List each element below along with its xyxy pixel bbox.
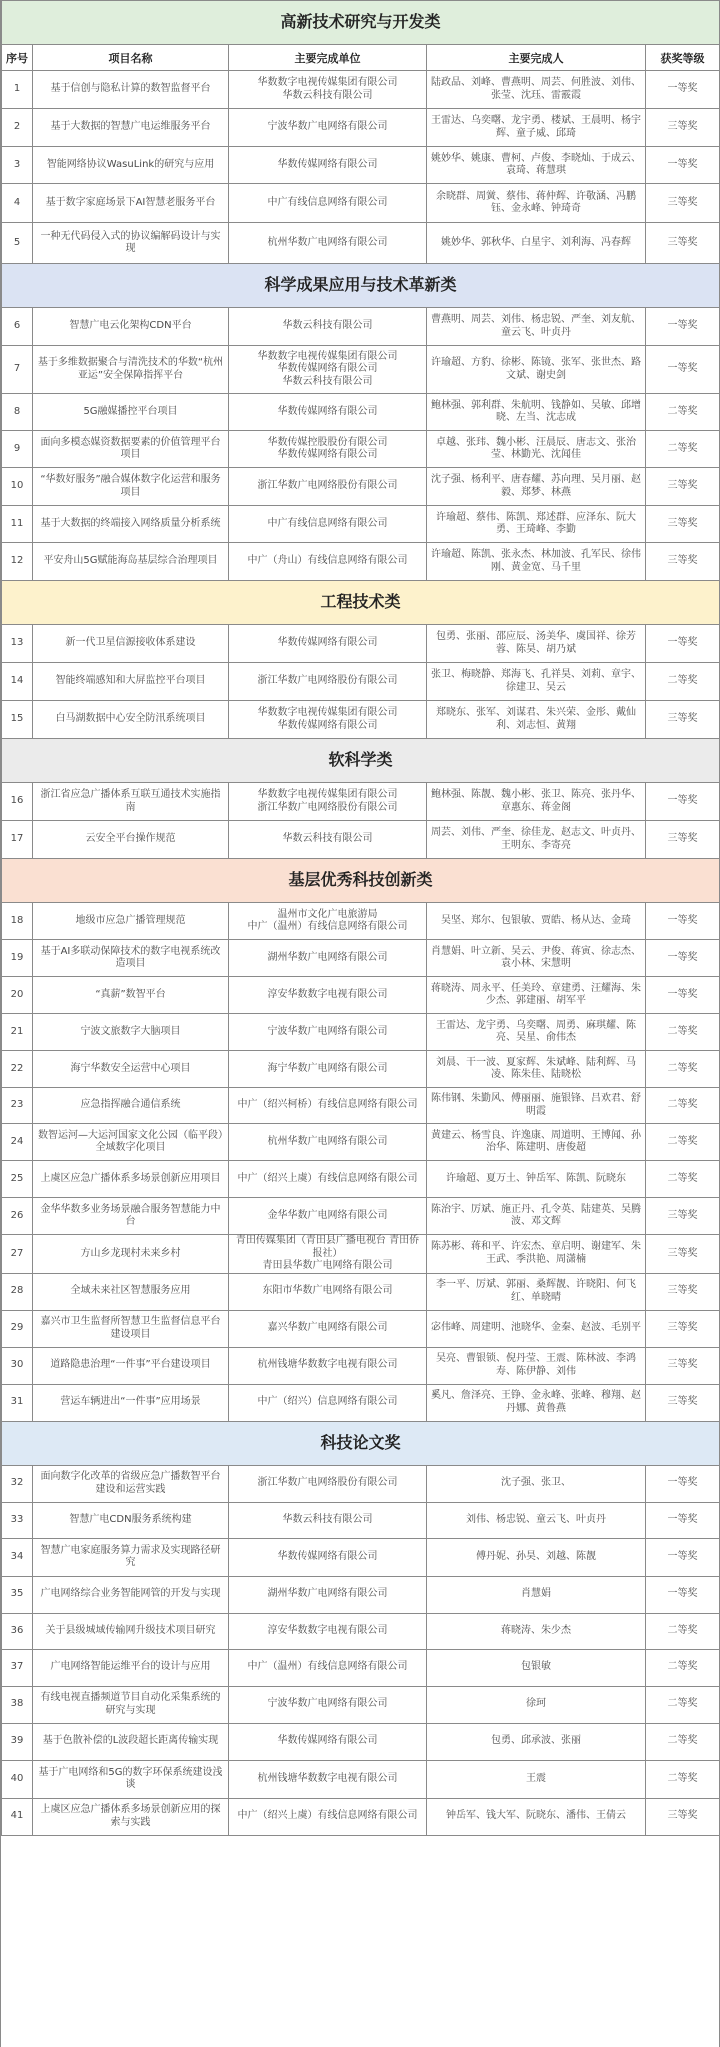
completing-people: 姚妙华、郭秋华、白星宇、刘利海、冯春辉 — [427, 223, 646, 264]
row-number: 14 — [2, 663, 33, 701]
row-number: 22 — [2, 1051, 33, 1088]
award-level: 三等奖 — [646, 468, 720, 506]
completing-people: 王雷达、乌奕曙、龙宇勇、楼斌、王晨明、杨宇辉、童子威、邱琦 — [427, 109, 646, 147]
table-row — [2, 1161, 720, 1198]
completing-unit: 华数数字电视传媒集团有限公司 华数传媒网络有限公司 华数云科技有限公司 — [229, 346, 427, 394]
completing-people: 陆政品、刘峰、曹燕明、周芸、何胜波、刘伟、张莹、沈珏、雷霰霞 — [427, 71, 646, 109]
project-name: 智慧广电CDN服务系统构建 — [33, 1502, 229, 1538]
award-level: 二等奖 — [646, 1686, 720, 1723]
table-row — [2, 1798, 720, 1835]
completing-people: 奚凡、詹泽亮、王铮、金永峰、张峰、穆翔、赵丹娜、黄鲁燕 — [427, 1384, 646, 1421]
completing-people: 肖慧娟、叶立新、吴云、尹俊、蒋寅、徐志杰、袁小林、宋慧明 — [427, 940, 646, 977]
project-name: 智慧广电家庭服务算力需求及实现路径研究 — [33, 1538, 229, 1576]
project-name: 上虞区应急广播体系多场景创新应用项目 — [33, 1161, 229, 1198]
row-number: 25 — [2, 1161, 33, 1198]
award-level: 三等奖 — [646, 223, 720, 264]
row-number: 8 — [2, 394, 33, 431]
completing-unit: 宁波华数广电网络有限公司 — [229, 1686, 427, 1723]
award-level: 三等奖 — [646, 1273, 720, 1310]
award-level: 三等奖 — [646, 184, 720, 223]
table-row — [2, 940, 720, 977]
row-number: 2 — [2, 109, 33, 147]
completing-unit: 华数云科技有限公司 — [229, 308, 427, 346]
row-number: 39 — [2, 1723, 33, 1760]
row-number: 35 — [2, 1576, 33, 1613]
project-name: 基于色散补偿的L波段超长距离传输实现 — [33, 1723, 229, 1760]
award-level: 三等奖 — [646, 109, 720, 147]
award-level: 三等奖 — [646, 543, 720, 581]
project-name: 嘉兴市卫生监督所智慧卫生监督信息平台建设项目 — [33, 1310, 229, 1347]
completing-people: 许瑜超、蔡伟、陈凯、郑述群、应泽东、阮大勇、王琦峰、李勤 — [427, 506, 646, 543]
row-number: 41 — [2, 1798, 33, 1835]
completing-unit: 中广（绍兴上虞）有线信息网络有限公司 — [229, 1798, 427, 1835]
award-level: 一等奖 — [646, 1576, 720, 1613]
award-level: 一等奖 — [646, 783, 720, 821]
category-title: 科学成果应用与技术革新类 — [2, 264, 720, 308]
award-level: 二等奖 — [646, 431, 720, 468]
table-row — [2, 1576, 720, 1613]
table-row — [2, 1273, 720, 1310]
table-row — [2, 308, 720, 346]
completing-people: 曹燕明、周芸、刘伟、杨忠锐、严奎、刘友航、童云飞、叶贞丹 — [427, 308, 646, 346]
award-level: 一等奖 — [646, 1538, 720, 1576]
award-level: 三等奖 — [646, 1384, 720, 1421]
row-number: 9 — [2, 431, 33, 468]
award-level: 二等奖 — [646, 1723, 720, 1760]
completing-unit: 浙江华数广电网络股份有限公司 — [229, 468, 427, 506]
project-name: 智慧广电云化架构CDN平台 — [33, 308, 229, 346]
category-title: 工程技术类 — [2, 581, 720, 625]
row-number: 24 — [2, 1124, 33, 1161]
completing-people: 钟岳军、钱大军、阮晓东、潘伟、王倩云 — [427, 1798, 646, 1835]
project-name: 金华华数多业务场景融合服务智慧能力中台 — [33, 1198, 229, 1235]
row-number: 5 — [2, 223, 33, 264]
table-row — [2, 71, 720, 109]
project-name: 一种无代码侵入式的协议编解码设计与实现 — [33, 223, 229, 264]
table-row — [2, 1235, 720, 1274]
completing-people: 陈治宇、厉斌、施正丹、孔令英、陆建英、吴腾波、邓文辉 — [427, 1198, 646, 1235]
completing-people: 许瑜超、陈凯、张永杰、林加波、孔军民、徐伟刚、黄金宽、马千里 — [427, 543, 646, 581]
header-row — [2, 45, 720, 71]
category-title: 科技论文奖 — [2, 1421, 720, 1465]
completing-unit: 中广（绍兴上虞）有线信息网络有限公司 — [229, 1161, 427, 1198]
table-row — [2, 184, 720, 223]
award-level: 一等奖 — [646, 1465, 720, 1502]
header-people: 主要完成人 — [427, 45, 646, 71]
row-number: 37 — [2, 1649, 33, 1686]
completing-unit: 华数传媒网络有限公司 — [229, 1538, 427, 1576]
award-level: 一等奖 — [646, 147, 720, 184]
completing-unit: 淳安华数数字电视有限公司 — [229, 1613, 427, 1649]
table-row — [2, 1649, 720, 1686]
row-number: 32 — [2, 1465, 33, 1502]
project-name: 有线电视直播频道节目自动化采集系统的研究与实现 — [33, 1686, 229, 1723]
project-name: 基于大数据的智慧广电运维服务平台 — [33, 109, 229, 147]
row-number: 23 — [2, 1088, 33, 1124]
table-row — [2, 783, 720, 821]
award-level: 一等奖 — [646, 346, 720, 394]
project-name: 白马湖数据中心安全防汛系统项目 — [33, 701, 229, 739]
award-level: 二等奖 — [646, 1613, 720, 1649]
row-number: 10 — [2, 468, 33, 506]
table-row — [2, 977, 720, 1014]
row-number: 18 — [2, 903, 33, 940]
completing-unit: 中广有线信息网络有限公司 — [229, 184, 427, 223]
project-name: 基于多维数据聚合与清洗技术的华数“杭州亚运”安全保障指挥平台 — [33, 346, 229, 394]
project-name: 面向多模态媒资数据要素的价值管理平台项目 — [33, 431, 229, 468]
table-row — [2, 625, 720, 663]
completing-people: 刘伟、杨忠锐、童云飞、叶贞丹 — [427, 1502, 646, 1538]
row-number: 27 — [2, 1235, 33, 1274]
category-row — [2, 739, 720, 783]
table-row — [2, 394, 720, 431]
completing-people: 蒋晓涛、朱少杰 — [427, 1613, 646, 1649]
row-number: 30 — [2, 1347, 33, 1384]
award-level: 三等奖 — [646, 1798, 720, 1835]
row-number: 13 — [2, 625, 33, 663]
project-name: 基于信创与隐私计算的数智监督平台 — [33, 71, 229, 109]
completing-people: 鲍林强、陈靓、魏小彬、张卫、陈亮、张丹华、章惠东、蒋金阁 — [427, 783, 646, 821]
award-level: 一等奖 — [646, 1502, 720, 1538]
table-row — [2, 543, 720, 581]
project-name: 海宁华数安全运营中心项目 — [33, 1051, 229, 1088]
completing-unit: 华数数字电视传媒集团有限公司 浙江华数广电网络股份有限公司 — [229, 783, 427, 821]
project-name: 关于县级城域传输网升级技术项目研究 — [33, 1613, 229, 1649]
row-number: 33 — [2, 1502, 33, 1538]
category-title: 基层优秀科技创新类 — [2, 859, 720, 903]
award-level: 三等奖 — [646, 701, 720, 739]
completing-people: 肖慧娟 — [427, 1576, 646, 1613]
award-level: 三等奖 — [646, 1347, 720, 1384]
table-row — [2, 1347, 720, 1384]
table-row — [2, 1124, 720, 1161]
row-number: 31 — [2, 1384, 33, 1421]
row-number: 21 — [2, 1014, 33, 1051]
completing-unit: 华数数字电视传媒集团有限公司 华数传媒网络有限公司 — [229, 701, 427, 739]
completing-people: 沈子强、张卫、 — [427, 1465, 646, 1502]
award-level: 二等奖 — [646, 1088, 720, 1124]
table-row — [2, 903, 720, 940]
award-level: 一等奖 — [646, 940, 720, 977]
project-name: 广电网络综合业务智能网管的开发与实现 — [33, 1576, 229, 1613]
completing-people: 王雷达、龙宇勇、乌奕曙、周勇、麻琪耀、陈亮、吴星、俞伟杰 — [427, 1014, 646, 1051]
project-name: 平安舟山5G赋能海岛基层综合治理项目 — [33, 543, 229, 581]
category-row — [2, 581, 720, 625]
completing-unit: 中广有线信息网络有限公司 — [229, 506, 427, 543]
award-level: 三等奖 — [646, 1310, 720, 1347]
completing-people: 沈子强、杨利平、唐春耀、苏向理、吴月丽、赵毅、郑梦、林燕 — [427, 468, 646, 506]
row-number: 28 — [2, 1273, 33, 1310]
table-row — [2, 147, 720, 184]
project-name: 上虞区应急广播体系多场景创新应用的探索与实践 — [33, 1798, 229, 1835]
table-row — [2, 821, 720, 859]
completing-unit: 华数传媒网络有限公司 — [229, 625, 427, 663]
completing-unit: 东阳市华数广电网络有限公司 — [229, 1273, 427, 1310]
project-name: 地级市应急广播管理规范 — [33, 903, 229, 940]
table-row — [2, 1723, 720, 1760]
project-name: 基于AI多联动保障技术的数字电视系统改造项目 — [33, 940, 229, 977]
completing-people: 王震 — [427, 1760, 646, 1798]
award-level: 二等奖 — [646, 394, 720, 431]
row-number: 40 — [2, 1760, 33, 1798]
category-row — [2, 1, 720, 45]
category-row — [2, 264, 720, 308]
completing-unit: 杭州华数广电网络有限公司 — [229, 1124, 427, 1161]
completing-people: 傅丹妮、孙昊、刘越、陈靓 — [427, 1538, 646, 1576]
row-number: 38 — [2, 1686, 33, 1723]
project-name: 广电网络智能运维平台的设计与应用 — [33, 1649, 229, 1686]
table-row — [2, 109, 720, 147]
row-number: 1 — [2, 71, 33, 109]
header-unit: 主要完成单位 — [229, 45, 427, 71]
table-row — [2, 1198, 720, 1235]
completing-people: 吴亮、曹银锁、倪丹莹、王震、陈林波、李鸿寿、陈伊静、刘伟 — [427, 1347, 646, 1384]
completing-unit: 嘉兴华数广电网络有限公司 — [229, 1310, 427, 1347]
table-row — [2, 1310, 720, 1347]
completing-unit: 湖州华数广电网络有限公司 — [229, 1576, 427, 1613]
table-row — [2, 1384, 720, 1421]
completing-unit: 华数传媒网络有限公司 — [229, 1723, 427, 1760]
completing-unit: 温州市文化广电旅游局 中广（温州）有线信息网络有限公司 — [229, 903, 427, 940]
table-row — [2, 1613, 720, 1649]
table-row — [2, 701, 720, 739]
completing-unit: 宁波华数广电网络有限公司 — [229, 109, 427, 147]
completing-people: 刘晨、干一波、夏家辉、朱斌峰、陆利辉、马凌、陈朱佳、陆晓松 — [427, 1051, 646, 1088]
row-number: 19 — [2, 940, 33, 977]
table-row — [2, 1088, 720, 1124]
completing-people: 卓越、张玮、魏小彬、汪晨辰、唐志文、张治莹、林勤光、沈闻佳 — [427, 431, 646, 468]
project-name: 智能终端感知和大屏监控平台项目 — [33, 663, 229, 701]
row-number: 16 — [2, 783, 33, 821]
completing-people: 许瑜超、夏万土、钟岳军、陈凯、阮晓东 — [427, 1161, 646, 1198]
completing-people: 包银敏 — [427, 1649, 646, 1686]
awards-table-body — [2, 1, 720, 1836]
table-row — [2, 1538, 720, 1576]
project-name: 面向数字化改革的省级应急广播数智平台建设和运营实践 — [33, 1465, 229, 1502]
award-level: 三等奖 — [646, 1198, 720, 1235]
completing-people: 包勇、张丽、邵应辰、汤美华、虞国祥、徐芳蓉、陈昊、胡乃斌 — [427, 625, 646, 663]
table-row — [2, 506, 720, 543]
completing-unit: 湖州华数广电网络有限公司 — [229, 940, 427, 977]
project-name: 数智运河—大运河国家文化公园（临平段）全域数字化项目 — [33, 1124, 229, 1161]
completing-unit: 华数云科技有限公司 — [229, 1502, 427, 1538]
completing-people: 黄建云、杨雪良、许逸康、周道明、王博闻、孙治华、陈建明、唐俊超 — [427, 1124, 646, 1161]
project-name: 方山乡龙现村未来乡村 — [33, 1235, 229, 1274]
award-level: 二等奖 — [646, 663, 720, 701]
completing-people: 鲍林强、郭利群、朱航明、钱静如、吴敏、邱增晓、左当、沈志成 — [427, 394, 646, 431]
completing-unit: 华数数字电视传媒集团有限公司 华数云科技有限公司 — [229, 71, 427, 109]
row-number: 36 — [2, 1613, 33, 1649]
table-row — [2, 1465, 720, 1502]
completing-people: 吴坚、郑尔、包银敏、贾皓、杨从达、金琦 — [427, 903, 646, 940]
completing-unit: 中广（绍兴柯桥）有线信息网络有限公司 — [229, 1088, 427, 1124]
award-level: 一等奖 — [646, 308, 720, 346]
completing-people: 许瑜超、方豹、徐彬、陈镜、张军、张世杰、路文斌、谢史剑 — [427, 346, 646, 394]
award-level: 二等奖 — [646, 1051, 720, 1088]
project-name: “华数好服务”融合媒体数字化运营和服务项目 — [33, 468, 229, 506]
award-level: 一等奖 — [646, 625, 720, 663]
category-title: 软科学类 — [2, 739, 720, 783]
completing-people: 徐珂 — [427, 1686, 646, 1723]
completing-unit: 中广（舟山）有线信息网络有限公司 — [229, 543, 427, 581]
header-no: 序号 — [2, 45, 33, 71]
row-number: 12 — [2, 543, 33, 581]
table-row — [2, 1014, 720, 1051]
project-name: 应急指挥融合通信系统 — [33, 1088, 229, 1124]
row-number: 4 — [2, 184, 33, 223]
award-level: 一等奖 — [646, 71, 720, 109]
completing-unit: 杭州华数广电网络有限公司 — [229, 223, 427, 264]
completing-unit: 杭州钱塘华数数字电视有限公司 — [229, 1347, 427, 1384]
award-level: 二等奖 — [646, 1760, 720, 1798]
award-level: 二等奖 — [646, 1014, 720, 1051]
award-level: 三等奖 — [646, 821, 720, 859]
project-name: 全域未来社区智慧服务应用 — [33, 1273, 229, 1310]
completing-unit: 华数传媒网络有限公司 — [229, 147, 427, 184]
row-number: 20 — [2, 977, 33, 1014]
project-name: 道路隐患治理“一件事”平台建设项目 — [33, 1347, 229, 1384]
award-level: 二等奖 — [646, 1161, 720, 1198]
project-name: 基于大数据的终端接入网络质量分析系统 — [33, 506, 229, 543]
table-row — [2, 346, 720, 394]
completing-people: 陈苏彬、蒋和平、许宏杰、章启明、谢建军、朱王武、季洪艳、周潇楠 — [427, 1235, 646, 1274]
completing-people: 姚妙华、姚康、曹柯、卢俊、李晓灿、于成云、袁琦、蒋慧琪 — [427, 147, 646, 184]
category-title: 高新技术研究与开发类 — [2, 1, 720, 45]
completing-people: 郑晓东、张军、刘谋君、朱兴荣、金彤、戴仙利、刘志恒、黄翔 — [427, 701, 646, 739]
row-number: 11 — [2, 506, 33, 543]
award-level: 二等奖 — [646, 1649, 720, 1686]
completing-people: 李一平、厉斌、郭丽、桑辉靓、许晓阳、何飞红、单晓晴 — [427, 1273, 646, 1310]
table-row — [2, 1502, 720, 1538]
completing-unit: 华数传媒控股股份有限公司 华数传媒网络有限公司 — [229, 431, 427, 468]
project-name: 云安全平台操作规范 — [33, 821, 229, 859]
award-level: 三等奖 — [646, 506, 720, 543]
completing-unit: 华数云科技有限公司 — [229, 821, 427, 859]
row-number: 29 — [2, 1310, 33, 1347]
completing-people: 余晓群、周黉、蔡伟、蒋仲辉、许敬涵、冯鹏钰、金永峰、钟琦奇 — [427, 184, 646, 223]
completing-unit: 海宁华数广电网络有限公司 — [229, 1051, 427, 1088]
table-row — [2, 468, 720, 506]
awards-table — [1, 0, 720, 1836]
row-number: 17 — [2, 821, 33, 859]
table-row — [2, 1051, 720, 1088]
completing-unit: 华数传媒网络有限公司 — [229, 394, 427, 431]
award-level: 二等奖 — [646, 1124, 720, 1161]
row-number: 3 — [2, 147, 33, 184]
completing-people: 蒋晓涛、周永平、任美玲、章建勇、汪耀海、朱少杰、郭建丽、胡军平 — [427, 977, 646, 1014]
project-name: 基于广电网络和5G的数字环保系统建设浅谈 — [33, 1760, 229, 1798]
table-row — [2, 663, 720, 701]
completing-unit: 金华华数广电网络有限公司 — [229, 1198, 427, 1235]
completing-people: 陈伟钢、朱勤风、傅丽丽、施银锋、吕欢君、舒明霞 — [427, 1088, 646, 1124]
table-row — [2, 431, 720, 468]
completing-unit: 中广（绍兴）信息网络有限公司 — [229, 1384, 427, 1421]
completing-unit: 淳安华数数字电视有限公司 — [229, 977, 427, 1014]
row-number: 7 — [2, 346, 33, 394]
project-name: 营运车辆进出“一件事”应用场景 — [33, 1384, 229, 1421]
row-number: 34 — [2, 1538, 33, 1576]
completing-unit: 青田传媒集团（青田县广播电视台 青田侨报社） 青田县华数广电网络有限公司 — [229, 1235, 427, 1274]
project-name: “真薪”数智平台 — [33, 977, 229, 1014]
table-row — [2, 223, 720, 264]
award-level: 一等奖 — [646, 903, 720, 940]
project-name: 5G融媒播控平台项目 — [33, 394, 229, 431]
completing-unit: 中广（温州）有线信息网络有限公司 — [229, 1649, 427, 1686]
table-row — [2, 1686, 720, 1723]
completing-people: 张卫、梅晓静、郑海飞、孔祥昊、刘莉、章宇、徐建卫、吴云 — [427, 663, 646, 701]
completing-unit: 宁波华数广电网络有限公司 — [229, 1014, 427, 1051]
completing-people: 宓伟峰、周建明、池晓华、金秦、赵波、毛别平 — [427, 1310, 646, 1347]
project-name: 浙江省应急广播体系互联互通技术实施指南 — [33, 783, 229, 821]
project-name: 新一代卫星信源接收体系建设 — [33, 625, 229, 663]
completing-people: 周芸、刘伟、严奎、徐佳龙、赵志文、叶贞丹、王明东、李寄亮 — [427, 821, 646, 859]
row-number: 6 — [2, 308, 33, 346]
award-level: 三等奖 — [646, 1235, 720, 1274]
project-name: 基于数字家庭场景下AI智慧老服务平台 — [33, 184, 229, 223]
category-row — [2, 1421, 720, 1465]
table-row — [2, 1760, 720, 1798]
project-name: 宁波文旅数字大脑项目 — [33, 1014, 229, 1051]
completing-unit: 浙江华数广电网络股份有限公司 — [229, 663, 427, 701]
row-number: 15 — [2, 701, 33, 739]
completing-unit: 浙江华数广电网络股份有限公司 — [229, 1465, 427, 1502]
header-level: 获奖等级 — [646, 45, 720, 71]
row-number: 26 — [2, 1198, 33, 1235]
completing-people: 包勇、邱承波、张丽 — [427, 1723, 646, 1760]
project-name: 智能网络协议WasuLink的研究与应用 — [33, 147, 229, 184]
category-row — [2, 859, 720, 903]
header-name: 项目名称 — [33, 45, 229, 71]
completing-unit: 杭州钱塘华数数字电视有限公司 — [229, 1760, 427, 1798]
award-level: 一等奖 — [646, 977, 720, 1014]
